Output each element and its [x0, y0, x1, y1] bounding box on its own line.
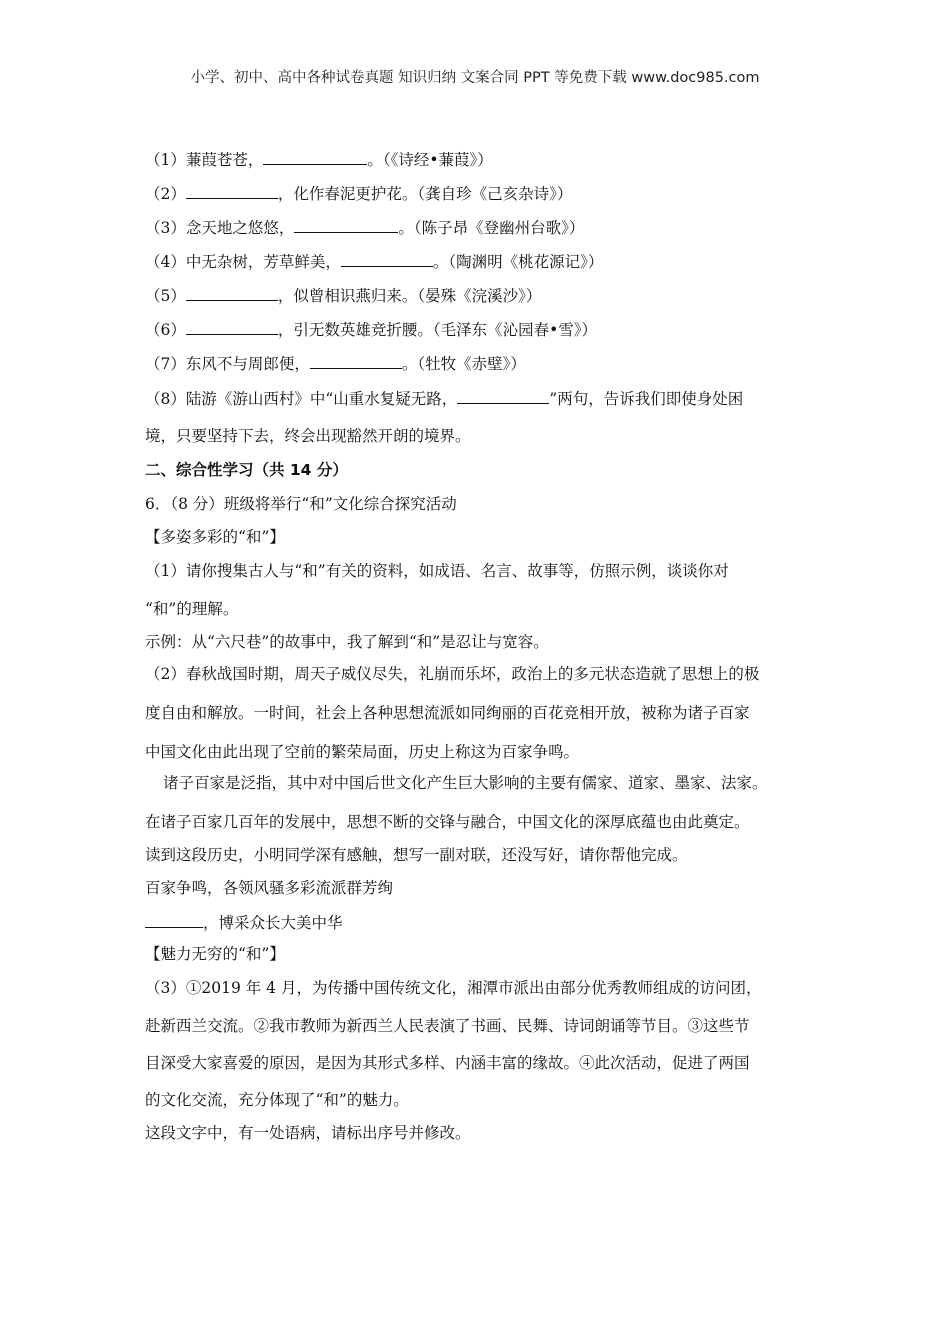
answer-blank[interactable] [457, 387, 549, 404]
answer-blank[interactable] [145, 911, 203, 928]
part-1-heading: 【多姿多彩的“和”】 [145, 528, 285, 546]
sub-question-3-line-1: （3）①2019 年 4 月，为传播中国传统文化，湘潭市派出由部分优秀教师组成的访问团， [145, 979, 762, 997]
poem-line-5: （5） ，似曾相识燕归来。（晏殊《浣溪沙》） [145, 284, 541, 306]
poem-line-6: （6） ，引无数英雄竞折腰。（毛泽东《沁园春•雪》） [145, 318, 597, 340]
sub-question-3-line-4: 的文化交流，充分体现了“和”的魅力。 [145, 1091, 409, 1109]
answer-blank[interactable] [186, 284, 278, 301]
answer-blank[interactable] [341, 250, 433, 267]
poem-line-7: （7）东风不与周郎便， 。（牡牧《赤壁》） [145, 352, 526, 374]
sub-question-3-line-2: 赴新西兰交流。②我市教师为新西兰人民表演了书画、民舞、诗词朗诵等节目。③这些节 [145, 1017, 750, 1035]
poem-line-3: （3）念天地之悠悠， 。（陈子昂《登幽州台歌》） [145, 216, 584, 238]
page-header: 小学、初中、高中各种试卷真题 知识归纳 文案合同 PPT 等免费下载 www.doc985.com [190, 70, 760, 86]
sub-question-3-line-3: 目深受大家喜爱的原因，是因为其形式多样、内涵丰富的缘故。④此次活动，促进了两国 [145, 1054, 750, 1072]
paragraph-2-line-2: 在诸子百家几百年的发展中，思想不断的交锋与融合，中国文化的深厚底蕴也由此奠定。 [145, 813, 750, 831]
couplet-task: 读到这段历史，小明同学深有感触，想写一副对联，还没写好，请你帮他完成。 [145, 846, 688, 864]
answer-blank[interactable] [186, 182, 278, 199]
poem-line-1: （1）蒹葭苍苍， 。（《诗经•蒹葭》） [145, 148, 493, 170]
section-2-title: 二、综合性学习（共 14 分） [145, 461, 348, 479]
answer-blank[interactable] [294, 216, 398, 233]
sub-question-1-line-2: “和”的理解。 [145, 600, 239, 618]
example-line: 示例：从“六尺巷”的故事中，我了解到“和”是忍让与宽容。 [145, 633, 549, 651]
question-8-line-2: 境，只要坚持下去，终会出现豁然开朗的境界。 [145, 427, 471, 445]
poem-line-2: （2） ，化作春泥更护花。（龚自珍《己亥杂诗》） [145, 182, 572, 204]
sub-question-2-line-3: 中国文化由此出现了空前的繁荣局面，历史上称这为百家争鸣。 [145, 743, 580, 761]
couplet-line-2: ，博采众长大美中华 [145, 911, 343, 933]
answer-blank[interactable] [310, 352, 402, 369]
question-8-line-1: （8）陆游《游山西村》中“山重水复疑无路， ”两句，告诉我们即使身处困 [145, 387, 743, 409]
question-6-title: 6．（8 分）班级将举行“和”文化综合探究活动 [145, 495, 457, 513]
sub-question-2-line-1: （2）春秋战国时期，周天子威仪尽失，礼崩而乐坏，政治上的多元状态造就了思想上的极 [145, 665, 760, 683]
couplet-line-1: 百家争鸣，各领风骚多彩流派群芳绚 [145, 879, 394, 897]
sub-question-2-line-2: 度自由和解放。一时间，社会上各种思想流派如同绚丽的百花竞相开放，被称为诸子百家 [145, 704, 750, 722]
paragraph-2-line-1: 诸子百家是泛指，其中对中国后世文化产生巨大影响的主要有儒家、道家、墨家、法家。 [163, 774, 768, 792]
part-2-heading: 【魅力无穷的“和”】 [145, 945, 285, 963]
sub-question-1-line-1: （1）请你搜集古人与“和”有关的资料，如成语、名言、故事等，仿照示例，谈谈你对 [145, 562, 729, 580]
answer-blank[interactable] [186, 318, 278, 335]
sub-question-3-task: 这段文字中，有一处语病，请标出序号并修改。 [145, 1124, 471, 1142]
poem-line-4: （4）中无杂树，芳草鲜美， 。（陶渊明《桃花源记》） [145, 250, 603, 272]
answer-blank[interactable] [263, 148, 367, 165]
